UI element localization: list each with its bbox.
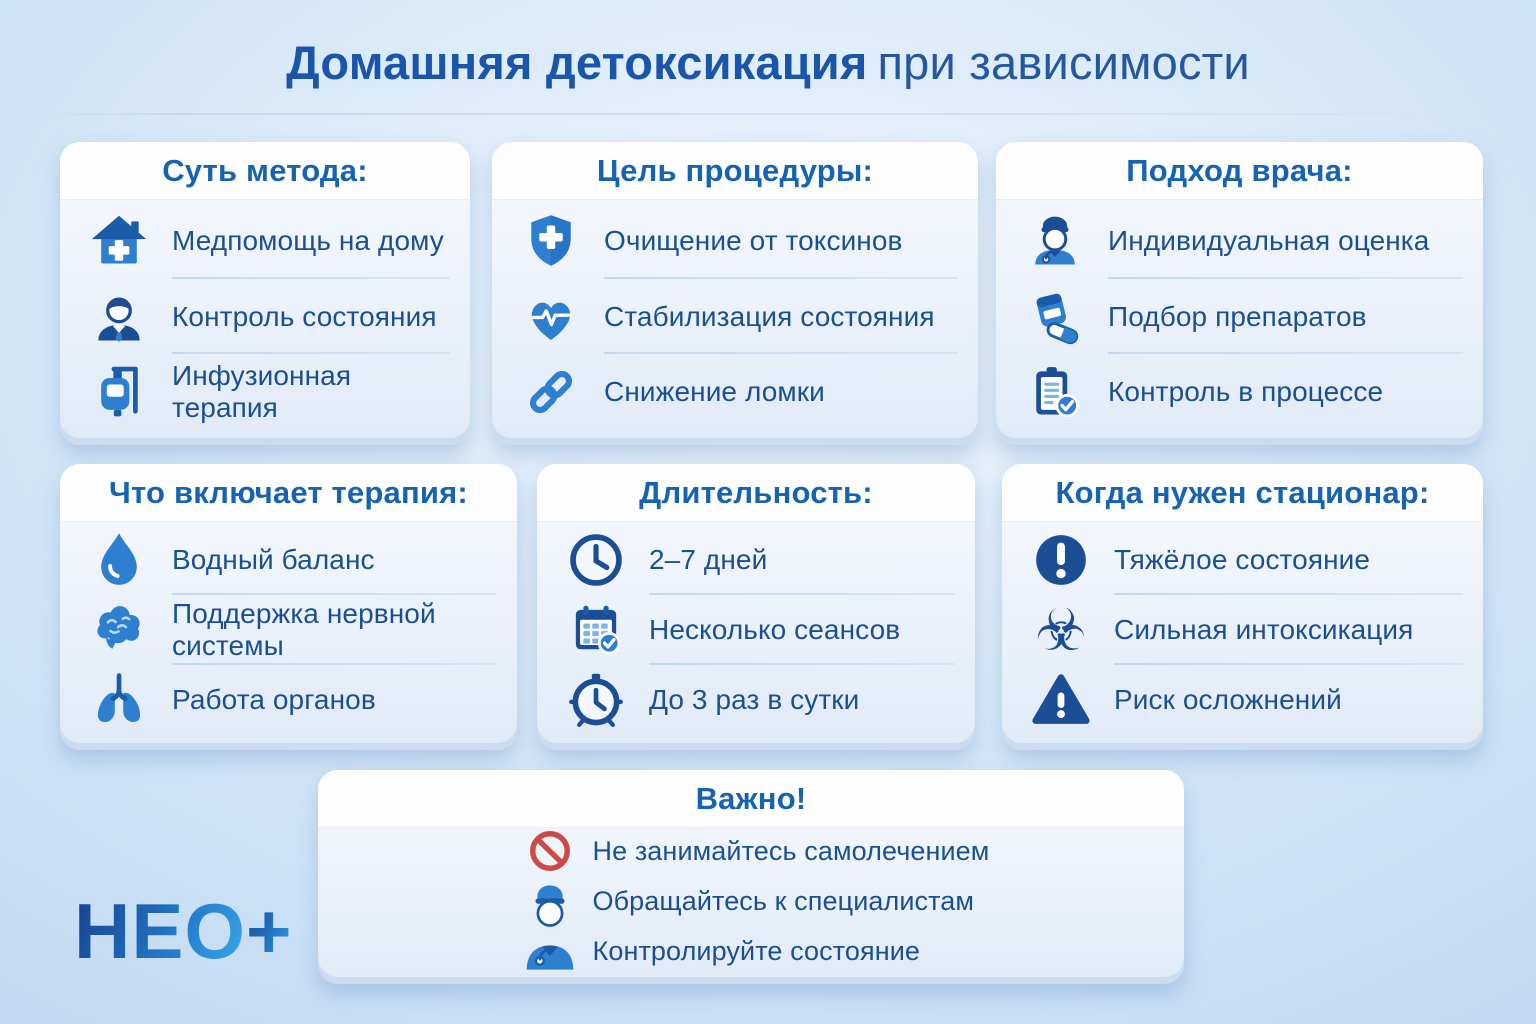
card-podkhod-vracha [996, 142, 1483, 445]
doctor-icon [82, 284, 156, 350]
item-label: Не занимайтесь самолечением [592, 835, 990, 866]
card-body [537, 521, 975, 741]
card-body [996, 199, 1483, 436]
list-item [1024, 595, 1467, 665]
card-title: Суть метода: [162, 152, 368, 188]
item-label: Очищение от токсинов [604, 224, 903, 256]
list-item [82, 665, 501, 735]
alarm-clock-icon [559, 667, 633, 733]
card-sut-metoda [60, 142, 470, 445]
item-label: Сильная интоксикация [1114, 614, 1414, 645]
list-item [559, 595, 959, 665]
card-header [492, 142, 978, 199]
item-label: Контроль состояния [172, 300, 437, 332]
card-header [318, 770, 1184, 827]
list-item [82, 525, 501, 595]
list-item [559, 665, 959, 735]
item-label: Индивидуальная оценка [1108, 224, 1430, 256]
card-title: Важно! [695, 780, 807, 816]
item-label: Подбор препаратов [1108, 300, 1367, 332]
card-important [318, 770, 1184, 984]
iv-bag-icon [82, 359, 156, 425]
card-title: Когда нужен стационар: [1055, 474, 1430, 510]
shield-cross-icon [514, 208, 588, 274]
no-entry-icon [513, 826, 587, 876]
card-body [60, 521, 517, 741]
list-item [559, 525, 959, 595]
list-item [514, 279, 962, 355]
card-header [60, 142, 470, 199]
important-items [513, 826, 990, 976]
item-label: Медпомощь на дому [172, 224, 444, 256]
important-body [318, 826, 1184, 976]
page-title-bold: Домашняя детоксикация [286, 36, 868, 89]
clipboard-check-icon [1018, 359, 1092, 425]
pills-icon [1018, 284, 1092, 350]
card-title: Подход врача: [1126, 152, 1353, 188]
page-title [0, 36, 1536, 90]
item-label: Контролируйте состояние [592, 935, 921, 966]
card-title: Длительность: [639, 474, 873, 510]
card-title: Что включает терапия: [109, 474, 468, 510]
brain-icon [82, 597, 156, 663]
item-label: Поддержка нервной системы [172, 598, 436, 661]
calendar-check-icon [559, 597, 633, 663]
card-header [60, 464, 517, 521]
heart-pulse-icon [514, 284, 588, 350]
card-header [537, 464, 975, 521]
water-drop-icon [82, 527, 156, 593]
chain-link-icon [514, 359, 588, 425]
list-item [1018, 279, 1467, 355]
list-item [1024, 525, 1467, 595]
logo [74, 887, 293, 975]
item-label: Стабилизация состояния [604, 300, 935, 332]
list-item [1018, 203, 1467, 279]
item-label: До 3 раз в сутки [649, 684, 860, 715]
item-label: 2–7 дней [649, 544, 768, 575]
card-header [996, 142, 1483, 199]
card-body [60, 199, 470, 436]
card-tsel-protsedury [492, 142, 978, 445]
lungs-icon [82, 667, 156, 733]
card-kogda-nuzhen-statsionar [1002, 464, 1483, 750]
item-label: Риск осложнений [1114, 684, 1342, 715]
item-label: Водный баланс [172, 544, 375, 575]
list-item [1018, 354, 1467, 430]
item-label: Контроль в процессе [1108, 376, 1384, 408]
title-divider [26, 113, 1510, 115]
item-label: Работа органов [172, 684, 376, 715]
card-dlitelnost [537, 464, 975, 750]
list-item [82, 279, 454, 355]
list-item [82, 203, 454, 279]
doctor-icon [513, 876, 587, 976]
clock-icon [559, 527, 633, 593]
exclamation-circle-icon [1024, 527, 1098, 593]
card-title: Цель процедуры: [596, 152, 874, 188]
list-item [1024, 665, 1467, 735]
item-label: Обращайтесь к специалистам [592, 885, 975, 916]
doctor-cap-icon [1018, 208, 1092, 274]
list-item [82, 354, 454, 430]
list-item [514, 203, 962, 279]
list-item [82, 595, 501, 665]
item-label: Тяжёлое состояние [1114, 544, 1371, 575]
card-body [492, 199, 978, 436]
page-title-regular: при зависимости [877, 36, 1250, 89]
item-label: Несколько сеансов [649, 614, 901, 645]
plus-icon: + [246, 887, 293, 975]
card-header [1002, 464, 1483, 521]
list-item [514, 354, 962, 430]
card-body [1002, 521, 1483, 741]
logo-text: НЕО [74, 887, 247, 975]
biohazard-icon: ☣ [1035, 596, 1087, 664]
item-label: Инфузионная терапия [172, 360, 352, 424]
item-label: Снижение ломки [604, 376, 825, 408]
warning-triangle-icon [1024, 667, 1098, 733]
house-medical-icon [82, 208, 156, 274]
card-chto-vklyuchaet-terapiya [60, 464, 517, 750]
